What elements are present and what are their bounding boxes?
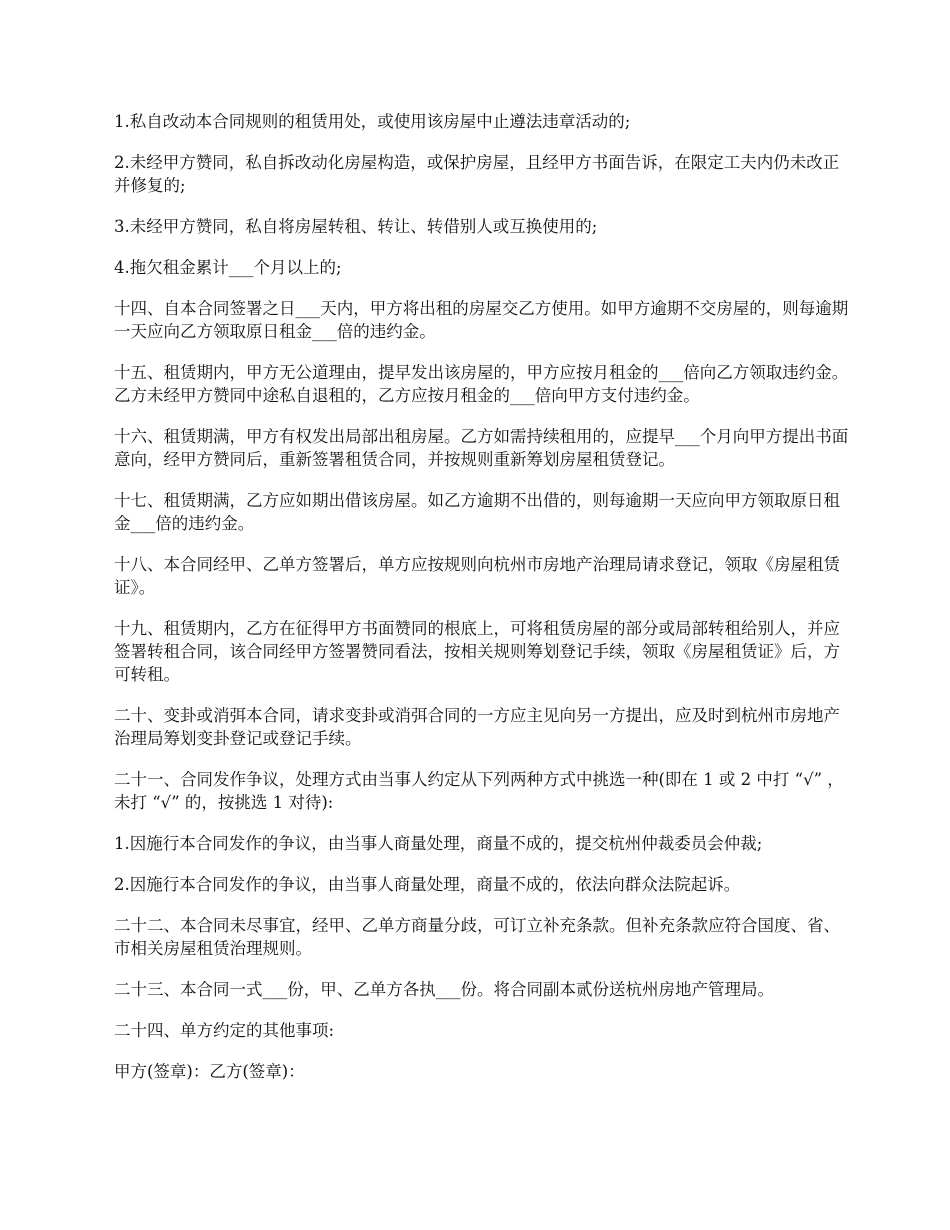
- clause-item-4: 4.拖欠租金累计___个月以上的;: [114, 258, 342, 277]
- clause-item-3: 3.未经甲方赞同，私自将房屋转租、转让、转借别人或互换使用的;: [114, 217, 598, 236]
- article-19: 十九、租赁期内，乙方在征得甲方书面赞同的根底上，可将租赁房屋的部分或局部转租给别人，并应签署转租合同，该合同经甲方签署赞同看法，按相关规则筹划登记手续，领取《房屋租赁证》后，方可转租。: [114, 619, 840, 684]
- article-21: 二十一、合同发作争议，处理方式由当事人约定从下列两种方式中挑选一种(即在 1 或 2 中打 “√” ，未打 “√” 的，按挑选 1 对待):: [114, 770, 844, 812]
- article-24: 二十四、单方约定的其他事项:: [114, 1021, 335, 1040]
- clause-item-2: 2.未经甲方赞同，私自拆改动化房屋构造，或保护房屋，且经甲方书面告诉，在限定工夫内仍未改正并修复的;: [114, 153, 840, 195]
- article-14: 十四、自本合同签署之日___天内，甲方将出租的房屋交乙方使用。如甲方逾期不交房屋的，则每逾期一天应向乙方领取原日租金___倍的违约金。: [114, 299, 849, 341]
- article-22: 二十二、本合同未尽事宜，经甲、乙单方商量分歧，可订立补充条款。但补充条款应符合国度、省、市相关房屋租赁治理规则。: [114, 916, 840, 958]
- article-15: 十五、租赁期内，甲方无公道理由，提早发出该房屋的，甲方应按月租金的___倍向乙方领取违约金。乙方未经甲方赞同中途私自退租的，乙方应按月租金的___倍向甲方支付违约金。: [114, 363, 849, 405]
- article-23: 二十三、本合同一式___份，甲、乙单方各执___份。将合同副本贰份送杭州房地产管理局。: [114, 980, 774, 999]
- signature-line: 甲方(签章)：乙方(签章)：: [114, 1062, 305, 1081]
- article-17: 十七、租赁期满，乙方应如期出借该房屋。如乙方逾期不出借的，则每逾期一天应向甲方领取原日租金___倍的违约金。: [114, 491, 840, 533]
- article-16: 十六、租赁期满，甲方有权发出局部出租房屋。乙方如需持续租用的，应提早___个月向甲方提出书面意向，经甲方赞同后，重新签署租赁合同，并按规则重新筹划房屋租赁登记。: [114, 427, 849, 469]
- contract-body: [114, 110, 854, 1101]
- dispute-option-2: 2.因施行本合同发作的争议，由当事人商量处理，商量不成的，依法向群众法院起诉。: [114, 875, 741, 894]
- article-18: 十八、本合同经甲、乙单方签署后，单方应按规则向杭州市房地产治理局请求登记，领取《房屋租赁证》。: [114, 555, 840, 597]
- dispute-option-1: 1.因施行本合同发作的争议，由当事人商量处理，商量不成的，提交杭州仲裁委员会仲裁;: [114, 834, 763, 853]
- article-20: 二十、变卦或消弭本合同，请求变卦或消弭合同的一方应主见向另一方提出，应及时到杭州市房地产治理局筹划变卦登记或登记手续。: [114, 706, 840, 748]
- clause-item-1: 1.私自改动本合同规则的租赁用处，或使用该房屋中止遵法违章活动的;: [114, 112, 631, 131]
